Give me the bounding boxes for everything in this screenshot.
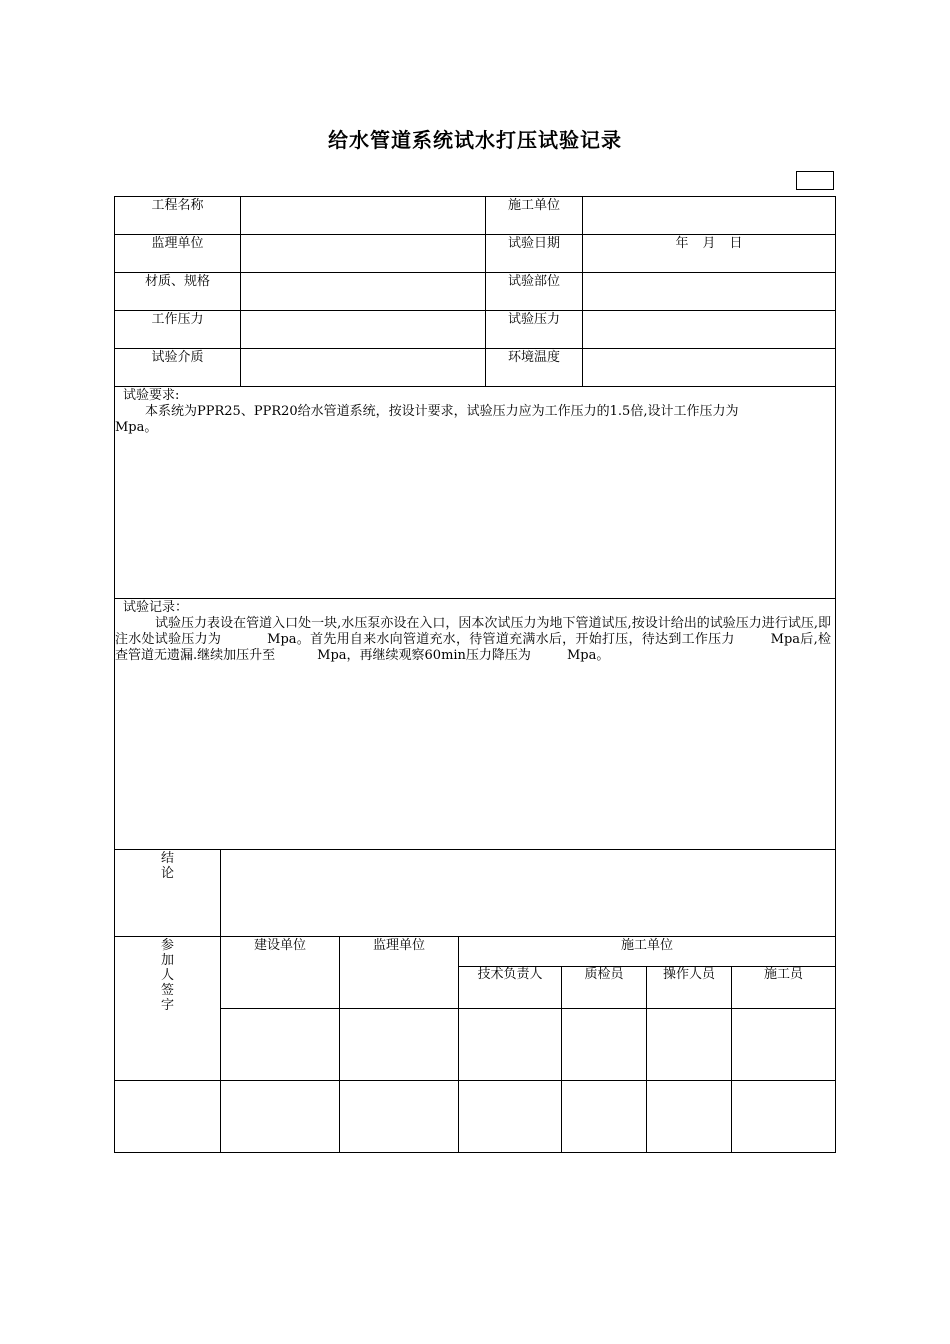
record-section[interactable] [114, 598, 836, 850]
extra-row-label-field[interactable] [114, 1080, 221, 1153]
record-part-e: Mpa。 [566, 648, 610, 663]
record-part-a: 试验压力表设在管道入口处一块,水压泵亦设在入口，因本次试压力为地下管道试压,按设计给出的试验压力进行试压,即注水处试验压力为 [115, 616, 831, 647]
signatures-label [114, 936, 221, 1081]
builder-date-field[interactable] [220, 1080, 340, 1153]
project-name-label: 工程名称 [114, 196, 241, 235]
record-text [115, 616, 831, 664]
construction-unit-label: 施工单位 [485, 196, 583, 235]
project-name-field[interactable] [240, 196, 486, 235]
test-medium-field[interactable] [240, 348, 486, 387]
conclusion-field[interactable] [220, 849, 836, 937]
supervision-date-field[interactable] [339, 1080, 459, 1153]
requirements-label: 试验要求: [123, 388, 180, 403]
material-label: 材质、规格 [114, 272, 241, 311]
conclusion-label-2: 论 [160, 866, 174, 881]
signatures-label-char: 字 [160, 998, 174, 1013]
working-pressure-field[interactable] [240, 310, 486, 349]
date-month: 月 [702, 236, 716, 251]
test-medium-label: 试验介质 [114, 348, 241, 387]
record-number-box[interactable] [796, 171, 834, 190]
operator-signature-field[interactable] [646, 1008, 732, 1081]
record-part-b: Mpa。首先用自来水向管道充水，待管道充满水后，开始打压，待达到工作压力 [267, 632, 735, 647]
tech-lead-signature-field[interactable] [458, 1008, 562, 1081]
construction-unit-header: 施工单位 [458, 936, 836, 967]
conclusion-label [114, 849, 221, 937]
ambient-temp-label: 环境温度 [485, 348, 583, 387]
signatures-label-char: 加 [160, 953, 174, 968]
signatures-label-char: 参 [160, 938, 174, 953]
supervision-unit-field[interactable] [240, 234, 486, 273]
builder-unit-header: 建设单位 [220, 936, 340, 1009]
supervision-unit-label: 监理单位 [114, 234, 241, 273]
quality-inspector-signature-field[interactable] [561, 1008, 647, 1081]
signatures-label-char: 人 [160, 968, 174, 983]
ambient-temp-field[interactable] [582, 348, 836, 387]
record-part-c: Mpa后,检查管道无遗漏.继续加压升至 [115, 632, 831, 663]
requirements-section[interactable] [114, 386, 836, 599]
builder-signature-field[interactable] [220, 1008, 340, 1081]
constructor-header: 施工员 [731, 966, 836, 1009]
test-part-field[interactable] [582, 272, 836, 311]
signatures-label-char: 签 [160, 983, 174, 998]
tech-lead-date-field[interactable] [458, 1080, 562, 1153]
test-date-label: 试验日期 [485, 234, 583, 273]
test-part-label: 试验部位 [485, 272, 583, 311]
requirements-text [115, 404, 831, 436]
tech-lead-header: 技术负责人 [458, 966, 562, 1009]
material-field[interactable] [240, 272, 486, 311]
construction-unit-field[interactable] [582, 196, 836, 235]
quality-inspector-date-field[interactable] [561, 1080, 647, 1153]
test-date-field[interactable] [582, 234, 836, 273]
date-day: 日 [729, 236, 743, 251]
test-pressure-field[interactable] [582, 310, 836, 349]
date-year: 年 [675, 236, 689, 251]
operator-date-field[interactable] [646, 1080, 732, 1153]
page-title: 给水管道系统试水打压试验记录 [328, 128, 622, 152]
operator-header: 操作人员 [646, 966, 732, 1009]
test-pressure-label: 试验压力 [485, 310, 583, 349]
requirements-line-1: 本系统为PPR25、PPR20给水管道系统，按设计要求，试验压力应为工作压力的1.5倍,设计工作压力为 [145, 404, 739, 419]
supervision-unit-header: 监理单位 [339, 936, 459, 1009]
working-pressure-label: 工作压力 [114, 310, 241, 349]
record-part-d: Mpa，再继续观察60min压力降压为 [317, 648, 531, 663]
requirements-line-2: Mpa。 [115, 420, 158, 435]
quality-inspector-header: 质检员 [561, 966, 647, 1009]
record-label: 试验记录： [123, 600, 189, 615]
constructor-date-field[interactable] [731, 1080, 836, 1153]
supervision-signature-field[interactable] [339, 1008, 459, 1081]
constructor-signature-field[interactable] [731, 1008, 836, 1081]
conclusion-label-1: 结 [160, 851, 174, 866]
